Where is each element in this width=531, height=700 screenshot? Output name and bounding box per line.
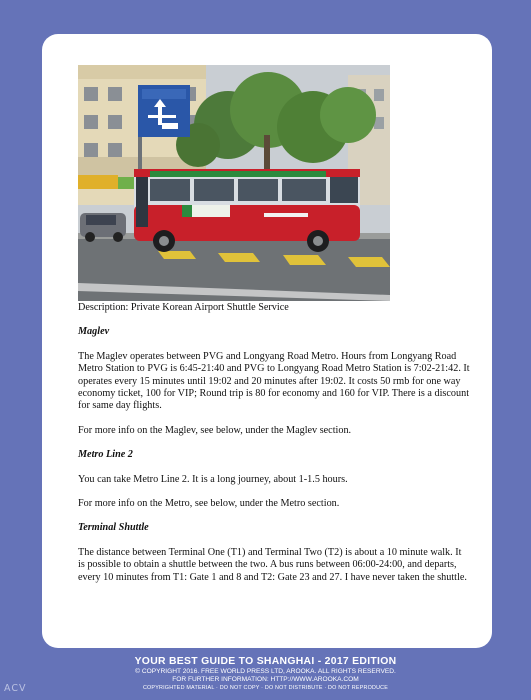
paragraph: For more info on the Maglev, see below, under the Maglev section. xyxy=(78,424,352,436)
section-heading-maglev: Maglev xyxy=(78,326,110,338)
page-footer xyxy=(0,656,531,692)
paragraph: For more info on the Metro, see below, under the Metro section. xyxy=(78,498,340,510)
footer-info: FOR FURTHER INFORMATION: HTTP://WWW.AROOKA.COM xyxy=(172,676,359,684)
page-card xyxy=(42,34,492,648)
footer-warning: COPYRIGHTED MATERIAL · DO NOT COPY · DO NOT DISTRIBUTE · DO NOT REPRODUCE xyxy=(142,684,389,691)
paragraph: The Maglev operates between PVG and Longyang Road Metro. Hours from Longyang Road Metro Station to PVG is 6:45-21:40 and PVG to Longyang Road Metro Station is 7:02-21:42. It operates every 15 minutes until 19:02 and 20 minutes after 19:02. It costs 50 rmb for one way economy ticket, 100 for VIP; Round trip is 80 for economy and 160 for VIP. There is a discount for same day flights. xyxy=(78,350,470,412)
watermark: ACV xyxy=(4,683,27,694)
section-heading-metro-line-2: Metro Line 2 xyxy=(78,449,133,461)
article-body xyxy=(78,302,470,584)
paragraph: The distance between Terminal One (T1) and Terminal Two (T2) is about a 10 minute walk. It is possible to obtain a shuttle between the two. A bus runs between 06:00-24:00, and departs, every 10 minutes from T1: Gate 1 and 8 and T2: Gate 23 and 27. I have never taken the shuttle. xyxy=(78,546,467,583)
footer-title: YOUR BEST GUIDE TO SHANGHAI - 2017 EDITION xyxy=(134,656,397,667)
bus-photo xyxy=(78,65,390,301)
bus-photo-illustration xyxy=(78,65,390,301)
section-heading-terminal-shuttle: Terminal Shuttle xyxy=(78,522,149,534)
paragraph: You can take Metro Line 2. It is a long journey, about 1-1.5 hours. xyxy=(78,473,348,485)
footer-copyright: © COPYRIGHT 2016. FREE WORLD PRESS LTD, AROOKA. ALL RIGHTS RESERVED. xyxy=(135,668,396,675)
image-caption: Description: Private Korean Airport Shuttle Service xyxy=(78,302,289,313)
